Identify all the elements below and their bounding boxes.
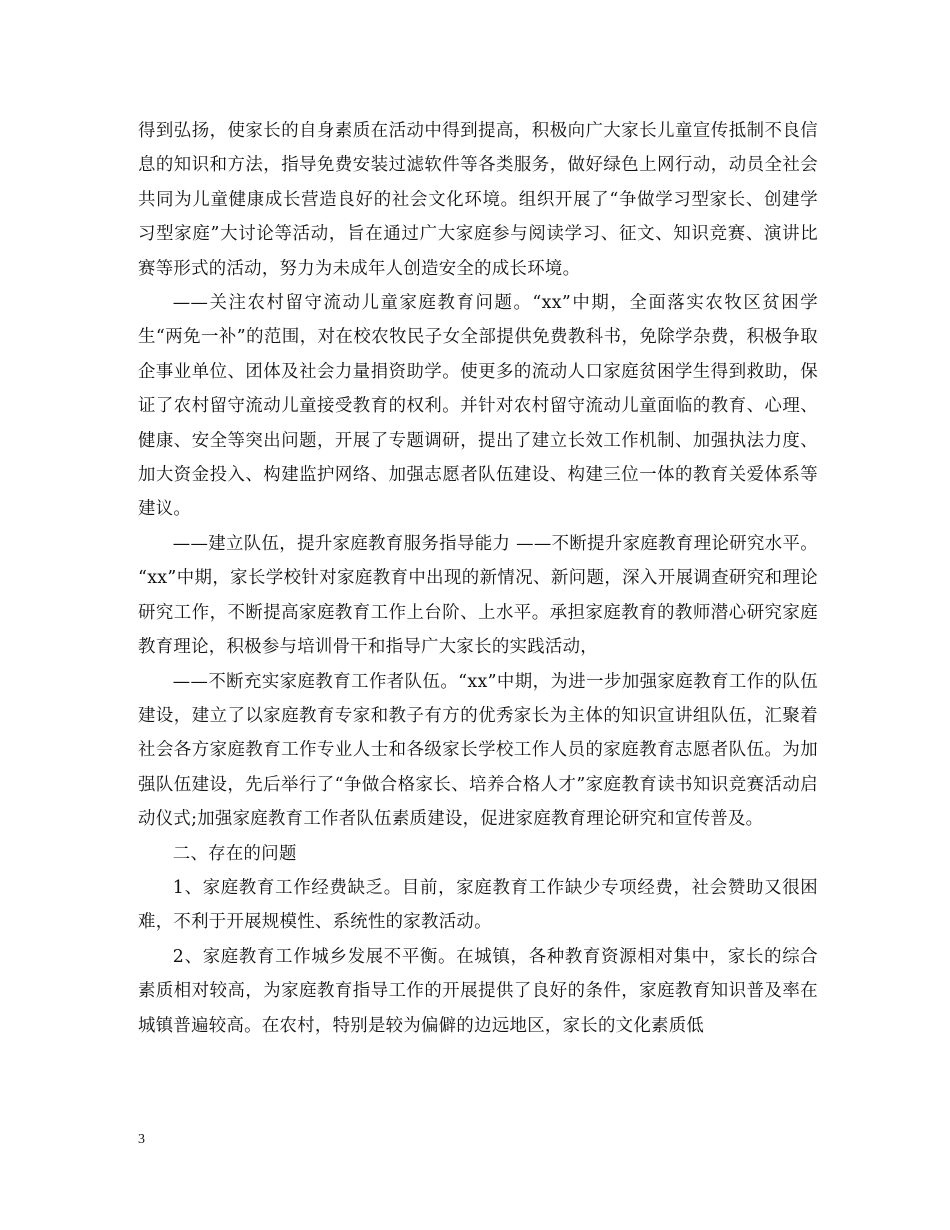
paragraph-5: 1、家庭教育工作经费缺乏。目前，家庭教育工作缺少专项经费，社会赞助又很困难，不利于开展规模性、系统性的家教活动。 xyxy=(138,877,818,933)
paragraph-4: ——不断充实家庭教育工作者队伍。“xx”中期，为进一步加强家庭教育工作的队伍建设，建立了以家庭教育专家和教子有方的优秀家长为主体的知识宣讲组队伍，汇聚着社会各方家庭教育工作专业人士和各级家长学校工作人员的家庭教育志愿者队伍。为加强队伍建设，先后举行了“争做合格家长、培养合格人才”家庭教育读书知识竞赛活动启动仪式;加强家庭教育工作者队伍素质建设，促进家庭教育理论研究和宣传普及。 xyxy=(138,671,818,830)
paragraph-2: ——关注农村留守流动儿童家庭教育问题。“xx”中期，全面落实农牧区贫困学生“两免一补”的范围，对在校农牧民子女全部提供免费教科书，免除学杂费，积极争取企事业单位、团体及社会力量捐资助学。使更多的流动人口家庭贫困学生得到救助，保证了农村留守流动儿童接受教育的权利。并针对农村留守流动儿童面临的教育、心理、健康、安全等突出问题，开展了专题调研，提出了建立长效工作机制、加强执法力度、加大资金投入、构建监护网络、加强志愿者队伍建设、构建三位一体的教育关爱体系等建议。 xyxy=(138,293,818,520)
paragraph-3: ——建立队伍，提升家庭教育服务指导能力 ——不断提升家庭教育理论研究水平。 “xx”中期，家长学校针对家庭教育中出现的新情况、新问题，深入开展调查研究和理论研究工作，不断提高家庭教育工作上台阶、上水平。承担家庭教育的教师潜心研究家庭教育理论，积极参与培训骨干和指导广大家长的实践活动， xyxy=(138,533,818,658)
paragraph-1: 得到弘扬，使家长的自身素质在活动中得到提高，积极向广大家长儿童宣传抵制不良信息的知识和方法，指导免费安装过滤软件等各类服务，做好绿色上网行动，动员全社会共同为儿童健康成长营造良好的社会文化环境。组织开展了“争做学习型家长、创建学习型家庭”大讨论等活动，旨在通过广大家庭参与阅读学习、征文、知识竞赛、演讲比赛等形式的活动，努力为未成年人创造安全的成长环境。 xyxy=(138,121,818,279)
paragraph-6: 2、家庭教育工作城乡发展不平衡。在城镇，各种教育资源相对集中，家长的综合素质相对较高，为家庭教育指导工作的开展提供了良好的条件，家庭教育知识普及率在城镇普遍较高。在农村，特别是较为偏僻的边远地区，家长的文化素质低 xyxy=(138,946,818,1036)
page-number: 3 xyxy=(138,1132,145,1147)
section-heading: 二、存在的问题 xyxy=(172,843,297,864)
document-body xyxy=(138,114,818,1043)
